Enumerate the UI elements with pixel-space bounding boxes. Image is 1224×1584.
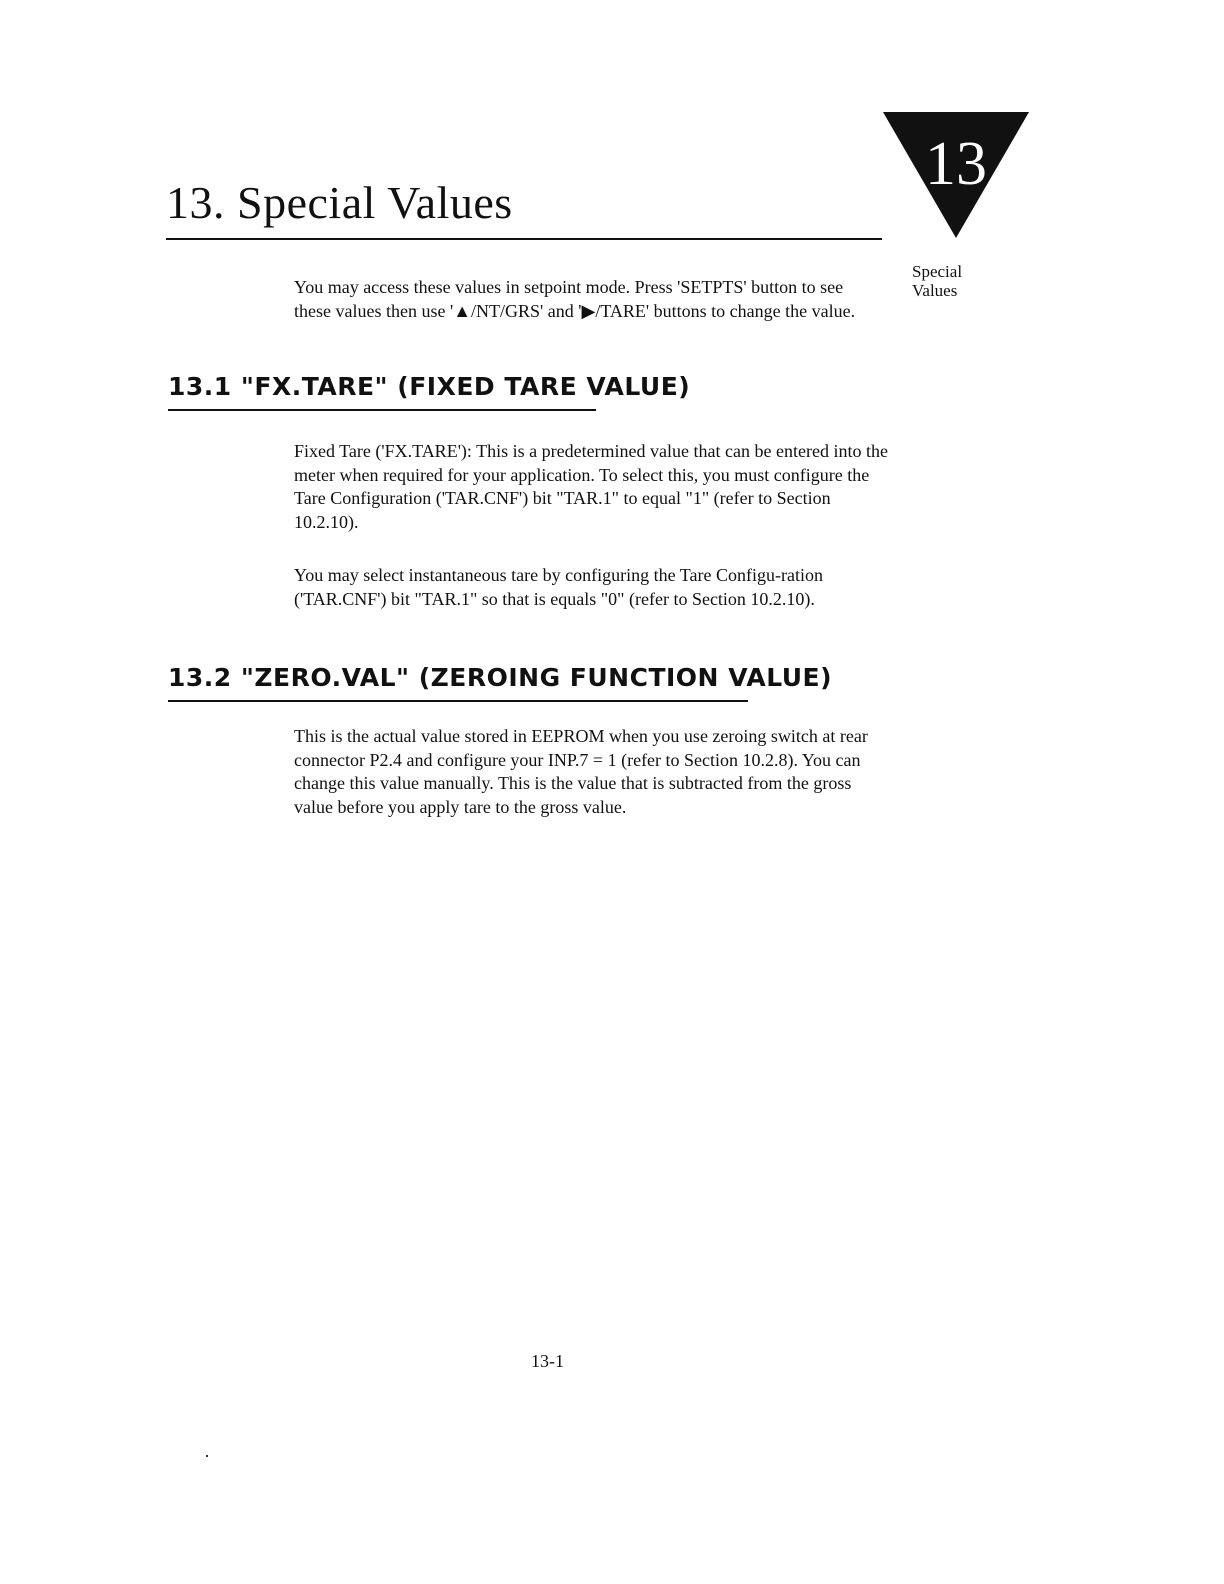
side-chapter-label: [912, 262, 962, 300]
section-13-1-underline: [168, 409, 596, 411]
side-label-line-2: Values: [912, 281, 958, 300]
chapter-tab-triangle: [883, 112, 1029, 238]
section-13-1-paragraph-2: You may select instantaneous tare by configuring the Tare Configu-ration ('TAR.CNF') bit "TAR.1" so that is equals "0" (refer to Section 10.2.10).: [294, 565, 823, 609]
chapter-tab-number: 13: [925, 130, 987, 198]
section-13-2-underline: [168, 700, 748, 702]
page-number: 13-1: [531, 1351, 564, 1371]
page-title: 13. Special Values: [166, 177, 513, 228]
title-underline: [166, 238, 882, 240]
section-heading-13-2: 13.2 "ZERO.VAL" (ZEROING FUNCTION VALUE): [168, 663, 833, 692]
section-heading-13-1: 13.1 "FX.TARE" (FIXED TARE VALUE): [168, 372, 691, 401]
intro-paragraph: You may access these values in setpoint mode. Press 'SETPTS' button to see these values then use '▲/NT/GRS' and '▶/TARE' buttons to change the value.: [294, 277, 856, 321]
side-label-line-1: Special: [912, 262, 963, 281]
scan-speck: [206, 1455, 208, 1457]
section-13-1-paragraph-1: Fixed Tare ('FX.TARE'): This is a predetermined value that can be entered into the meter when required for your application. To select this, you must configure the Tare Configuration ('TAR.CNF') bit "TAR.1" to equal "1" (refer to Section 10.2.10).: [294, 441, 888, 532]
section-13-2-paragraph-1: This is the actual value stored in EEPROM when you use zeroing switch at rear connector P2.4 and configure your INP.7 = 1 (refer to Section 10.2.8). You can change this value manually. This is the value that is subtracted from the gross value before you apply tare to the gross value.: [294, 726, 868, 817]
